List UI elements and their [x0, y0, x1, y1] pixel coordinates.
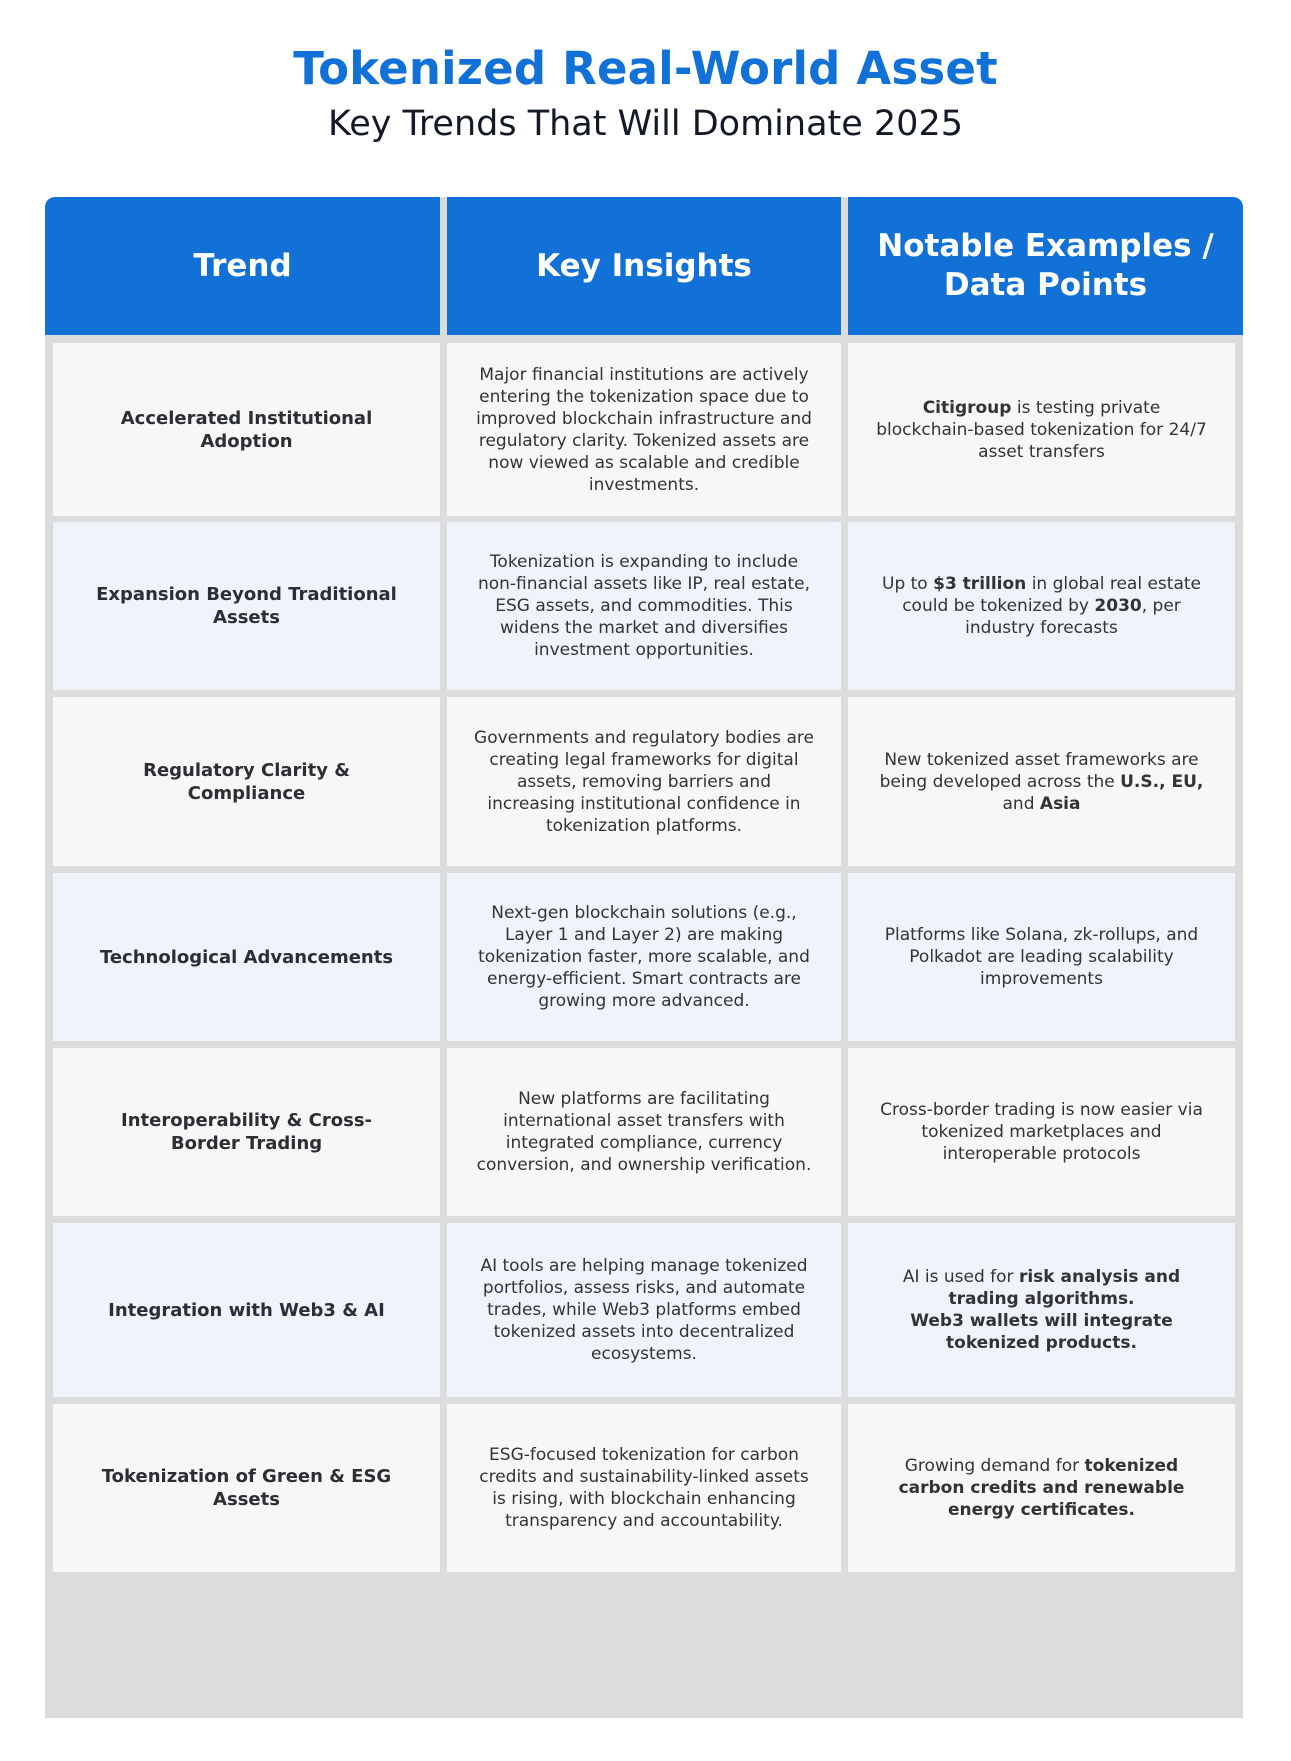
example-segment: AI is used for — [902, 1267, 1019, 1287]
example-highlight: risk analysis and trading algorithms. — [948, 1267, 1181, 1309]
example-highlight: tokenized carbon credits and renewable energy certificates. — [898, 1456, 1185, 1520]
example-text — [874, 573, 1209, 639]
example-text — [874, 1266, 1209, 1354]
example-cell — [848, 1404, 1235, 1572]
example-text — [874, 924, 1209, 990]
example-text — [874, 1099, 1209, 1165]
trends-table — [45, 197, 1243, 1718]
column-header-notable-examples: Notable Examples / Data Points — [848, 197, 1243, 335]
insight-cell — [447, 1048, 841, 1216]
example-segment: New tokenized asset frameworks are being developed across the — [879, 749, 1199, 792]
insight-text: Governments and regulatory bodies are creating legal frameworks for digital assets, removing barriers and increasing institutional confidence in tokenization platforms. — [474, 727, 814, 836]
example-cell — [848, 1223, 1235, 1397]
trend-cell — [53, 697, 440, 866]
insight-cell — [447, 522, 841, 690]
example-highlight: 2030 — [1094, 596, 1142, 616]
example-highlight: U.S., EU, — [1120, 771, 1204, 792]
example-cell — [848, 343, 1235, 516]
insight-text: AI tools are helping manage tokenized portfolios, assess risks, and automate trades, while Web3 platforms embed tokenized assets into decentralized ecosystems. — [480, 1256, 808, 1364]
insight-cell — [447, 1223, 841, 1397]
insight-cell — [447, 1404, 841, 1572]
trend-cell — [53, 522, 440, 690]
example-segment: is testing private blockchain-based tokenization for 24/7 asset transfers — [876, 397, 1207, 462]
trend-label: Tokenization of Green & ESG Assets — [101, 1466, 392, 1510]
trend-label: Regulatory Clarity & Compliance — [143, 759, 350, 804]
example-cell — [848, 522, 1235, 690]
insight-cell — [447, 343, 841, 516]
trend-cell — [53, 1404, 440, 1572]
insight-text: Major financial institutions are actively entering the tokenization space due to improved blockchain infrastructure and regulatory clarity. Tokenized assets are now viewed as scalable and credible investments. — [476, 364, 812, 495]
insight-text: Next-gen blockchain solutions (e.g., Layer 1 and Layer 2) are making tokenization faster, more scalable, and energy-efficient. Smart contracts are growing more advanced. — [478, 903, 810, 1011]
example-segment: Growing demand for — [904, 1456, 1085, 1476]
example-cell — [848, 873, 1235, 1041]
trend-label: Integration with Web3 & AI — [108, 1299, 385, 1321]
example-highlight: $3 trillion — [933, 574, 1027, 594]
page-title: Tokenized Real-World Asset — [293, 42, 998, 95]
trend-label: Expansion Beyond Traditional Assets — [96, 584, 397, 628]
trend-cell — [53, 873, 440, 1041]
example-segment: , per industry forecasts — [965, 596, 1181, 638]
example-text — [874, 1455, 1209, 1521]
example-segment: Platforms like Solana, zk-rollups, and Polkadot are leading scalability improvements — [884, 925, 1199, 989]
insight-cell — [447, 697, 841, 866]
example-segment: and — [1002, 793, 1040, 814]
example-text — [874, 397, 1209, 463]
trend-cell — [53, 343, 440, 516]
example-segment: Up to — [882, 574, 934, 594]
column-header-key-insights: Key Insights — [447, 197, 841, 335]
trend-label: Technological Advancements — [99, 946, 394, 968]
example-cell — [848, 697, 1235, 866]
insight-cell — [447, 873, 841, 1041]
example-highlight: Asia — [1039, 793, 1081, 814]
insight-text: New platforms are facilitating international asset transfers with integrated compliance, currency conversion, and ownership verification. — [476, 1089, 812, 1175]
example-text — [874, 749, 1209, 815]
column-header-trend: Trend — [45, 197, 440, 335]
example-highlight: Citigroup — [922, 397, 1012, 418]
example-segment: in global real estate could be tokenized by — [902, 574, 1201, 616]
trend-cell — [53, 1048, 440, 1216]
trend-label: Accelerated Institutional Adoption — [120, 407, 373, 452]
example-segment: Cross-border trading is now easier via tokenized marketplaces and interoperable protocols — [880, 1100, 1203, 1164]
example-highlight: Web3 wallets will integrate tokenized products. — [910, 1311, 1173, 1353]
trend-cell — [53, 1223, 440, 1397]
insight-text: ESG-focused tokenization for carbon credits and sustainability-linked assets is rising, with blockchain enhancing transparency and accountability. — [479, 1445, 809, 1531]
insight-text: Tokenization is expanding to include non-financial assets like IP, real estate, ESG assets, and commodities. This widens the market and diversifies investment opportunities. — [477, 552, 811, 660]
trend-label: Interoperability & Cross-Border Trading — [121, 1110, 372, 1154]
example-cell — [848, 1048, 1235, 1216]
page-subtitle: Key Trends That Will Dominate 2025 — [328, 104, 963, 144]
